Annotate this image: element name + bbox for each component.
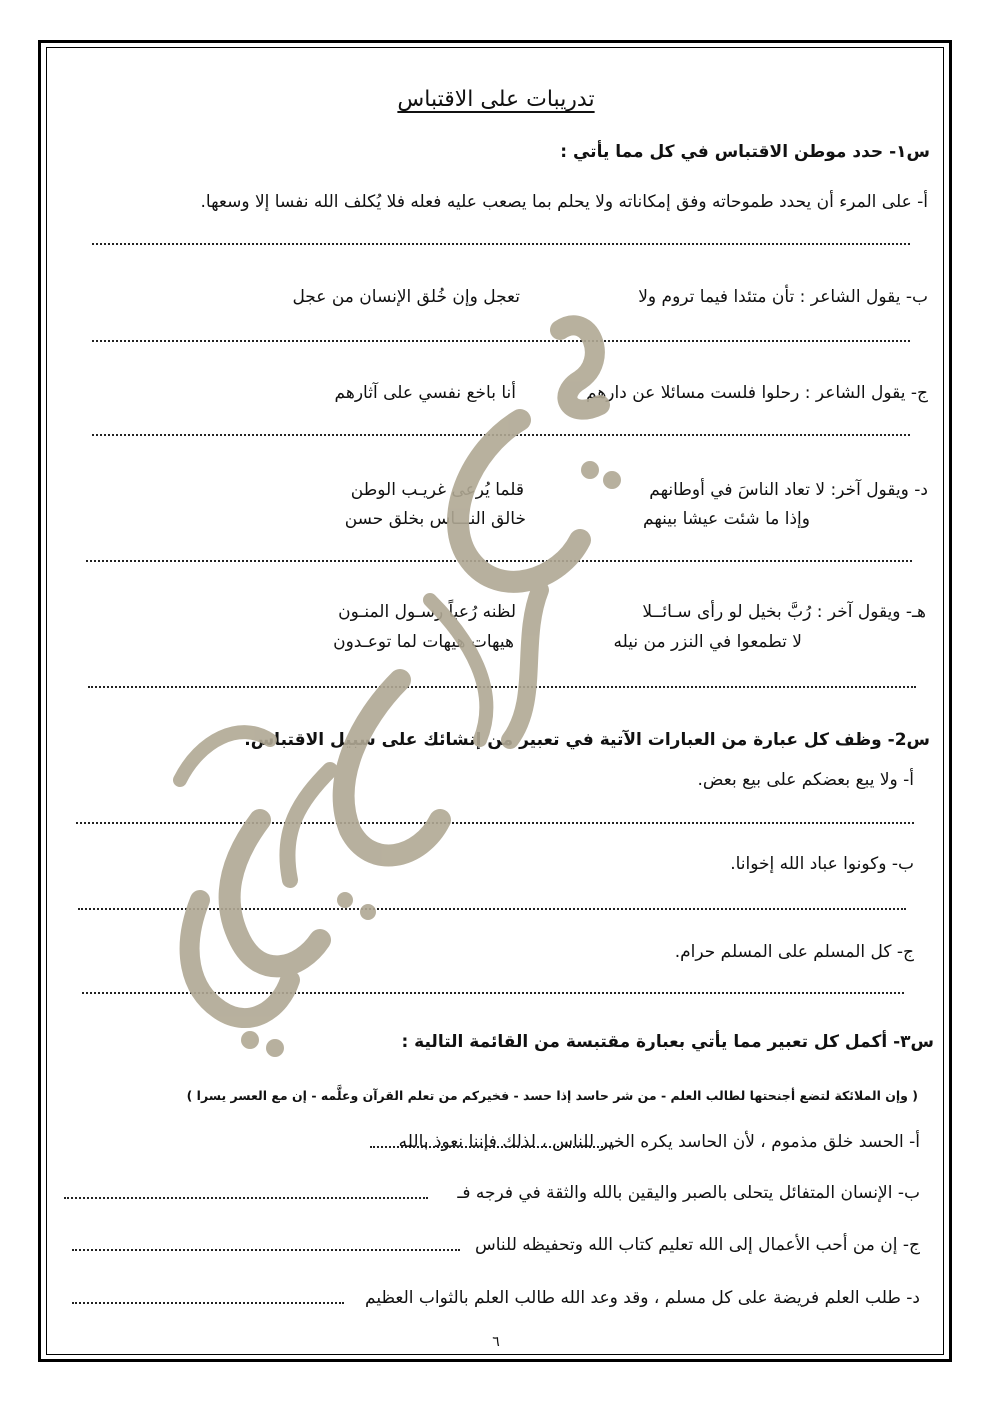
q1-item-a: أ- على المرء أن يحدد طموحاته وفق إمكاناته ولا يحلم بما يصعب عليه فعله فلا يُكلف الله نفسا إلا وسعها. — [200, 192, 928, 212]
q1-item-e-line2-first: لا تطمعوا في النزر من نيله — [613, 632, 802, 652]
q3-item-d: د- طلب العلم فريضة على كل مسلم ، وقد وعد الله طالب العلم بالثواب العظيم — [365, 1288, 920, 1308]
q1-item-b-first: ب- يقول الشاعر : تأن متئدا فيما تروم ولا — [638, 287, 928, 307]
answer-line[interactable] — [64, 1197, 428, 1199]
q2-item-a: أ- ولا يبع بعضكم على بيع بعض. — [697, 770, 914, 790]
q1-item-d-first: د- ويقول آخر: لا تعاد الناسَ في أوطانهم — [649, 480, 928, 500]
q1-item-e-line2-second: هيهات هيهات لما توعـدون — [333, 632, 514, 652]
page-title: تدريبات على الاقتباس — [397, 87, 595, 112]
answer-line[interactable] — [76, 822, 914, 824]
q1-item-c-second: أنا باخع نفسي على آثارهم — [334, 383, 516, 403]
q3-item-b: ب- الإنسان المتفائل يتحلى بالصبر واليقين بالله والثقة في فرجه فـ — [457, 1183, 920, 1203]
q1-item-e-second: لظنه رُعباً رسـول المنـون — [338, 602, 516, 622]
q1-item-c-first: ج- يقول الشاعر : رحلوا فلست مسائلا عن دارهم — [586, 383, 928, 403]
q2-heading: س2- وظف كل عبارة من العبارات الآتية في تعبير من إنشائك على سبيل الاقتباس. — [244, 730, 930, 750]
q3-word-bank: ( وإن الملائكة لتضع أجنحتها لطالب العلم - من شر حاسد إذا حسد - فخيركم من تعلم القرآن وعلَّمه - إن مع العسر يسرا ) — [186, 1088, 918, 1103]
q1-item-d-second: قلما يُرعى غريـب الوطن — [350, 480, 524, 500]
answer-line[interactable] — [72, 1249, 460, 1251]
answer-line[interactable] — [92, 434, 910, 436]
q2-item-c: ج- كل المسلم على المسلم حرام. — [674, 942, 914, 962]
q3-item-c: ج- إن من أحب الأعمال إلى الله تعليم كتاب الله وتحفيظه للناس — [475, 1235, 920, 1255]
answer-line[interactable] — [86, 560, 912, 562]
q3-item-a: أ- الحسد خلق مذموم ، لأن الحاسد يكره الخير للناس ، لذلك فإننا نعوذ بالله — [398, 1132, 920, 1152]
answer-line[interactable] — [72, 1302, 344, 1304]
q2-item-b: ب- وكونوا عباد الله إخوانا. — [730, 854, 914, 874]
q1-item-e-first: هـ- ويقول آخر : رُبَّ بخيل لو رأى سـائــلا — [642, 602, 926, 622]
q1-item-d-line2-first: وإذا ما شئت عيشا بينهم — [643, 509, 810, 529]
answer-line[interactable] — [82, 992, 904, 994]
page-number: ٦ — [492, 1334, 500, 1350]
answer-line[interactable] — [92, 340, 910, 342]
q1-heading: س١- حدد موطن الاقتباس في كل مما يأتي : — [560, 142, 930, 162]
q1-item-b-second: تعجل وإن خُلق الإنسان من عجل — [292, 287, 520, 307]
answer-line[interactable] — [92, 243, 910, 245]
answer-line[interactable] — [88, 686, 916, 688]
answer-line[interactable] — [78, 908, 906, 910]
q3-heading: س٣- أكمل كل تعبير مما يأتي بعبارة مقتبسة من القائمة التالية : — [401, 1032, 934, 1052]
answer-line[interactable] — [370, 1146, 614, 1148]
q1-item-d-line2-second: خالق النـــاس بخلق حسن — [344, 509, 526, 529]
